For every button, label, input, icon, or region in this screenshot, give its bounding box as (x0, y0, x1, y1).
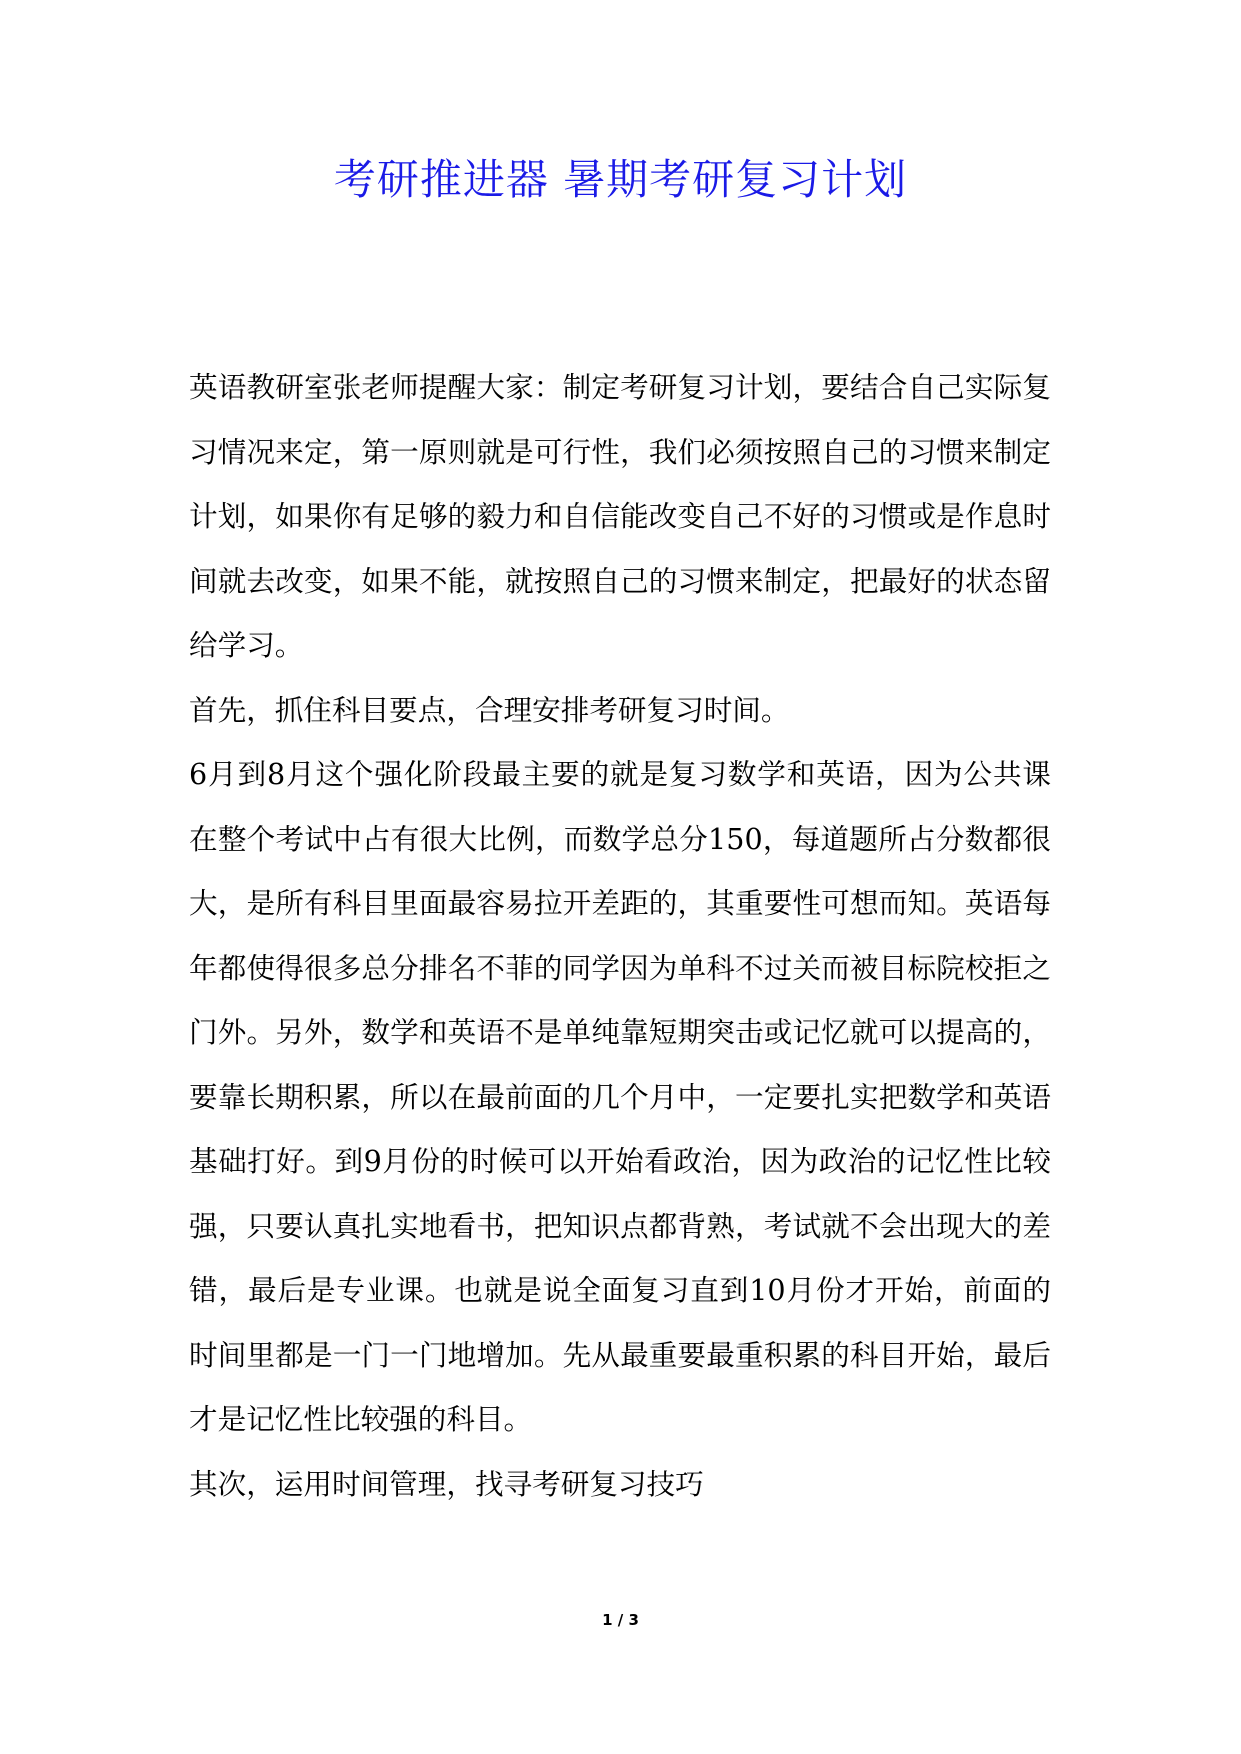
paragraph-schedule: 6月到8月这个强化阶段最主要的就是复习数学和英语，因为公共课在整个考试中占有很大比例，而数学总分150，每道题所占分数都很大，是所有科目里面最容易拉开差距的，其重要性可想而知。英语每年都使得很多总分排名不菲的同学因为单科不过关而被目标院校拒之门外。另外，数学和英语不是单纯靠短期突击或记忆就可以提高的，要靠长期积累，所以在最前面的几个月中，一定要扎实把数学和英语基础打好。到9月份的时候可以开始看政治，因为政治的记忆性比较强，只要认真扎实地看书，把知识点都背熟，考试就不会出现大的差错，最后是专业课。也就是说全面复习直到10月份才开始，前面的时间里都是一门一门地增加。先从最重要最重积累的科目开始，最后才是记忆性比较强的科目。 (189, 757, 1051, 1436)
paragraph-second-point: 其次，运用时间管理，找寻考研复习技巧 (189, 1466, 704, 1501)
page-number: 1 / 3 (602, 1611, 639, 1629)
document-body (189, 355, 1051, 1516)
paragraph-first-point: 首先，抓住科目要点，合理安排考研复习时间。 (189, 692, 790, 727)
paragraph-intro: 英语教研室张老师提醒大家：制定考研复习计划，要结合自己实际复习情况来定，第一原则就是可行性，我们必须按照自己的习惯来制定计划，如果你有足够的毅力和自信能改变自己不好的习惯或是作息时间就去改变，如果不能，就按照自己的习惯来制定，把最好的状态留给学习。 (189, 370, 1051, 662)
document-title: 考研推进器 暑期考研复习计划 (333, 155, 908, 204)
